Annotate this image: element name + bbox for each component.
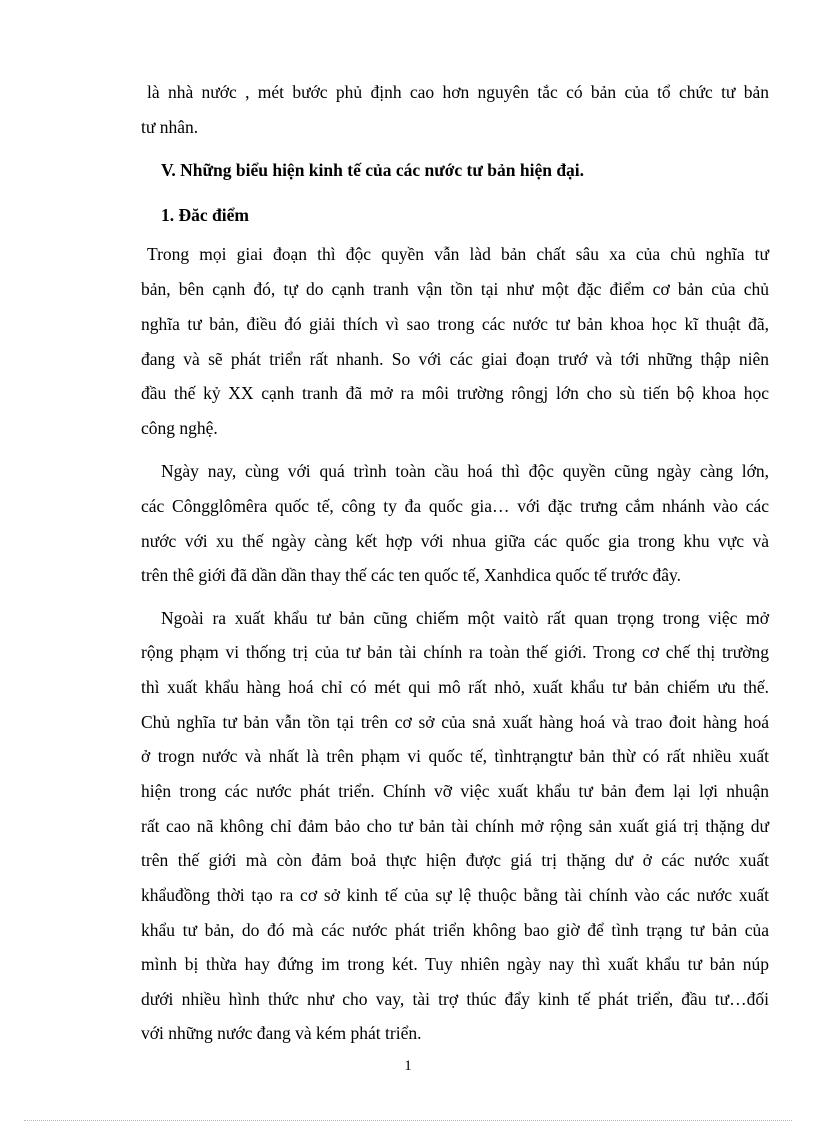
paragraph-line: dưới nhiều hình thức như cho vay, tài trợ thúc đẩy kinh tế phát triển, đầu tư…đối xyxy=(141,989,769,1009)
paragraph-line: nước với xu thế ngày càng kết hợp với nhua giữa các quốc gia trong khu vực và xyxy=(141,531,769,551)
paragraph-line: mình bị thừa hay đứng im trong két. Tuy nhiên ngày nay thì xuất khẩu tư bản núp xyxy=(141,954,769,974)
paragraph-line: ở trogn nước và nhất là trên phạm vi quốc tế, tìnhtrạngtư bản thừ có rất nhiều xuất xyxy=(141,746,769,766)
paragraph-line: khẩu tư bản, do đó mà các nước phát triển không bao giờ để tình trạng tư bản của xyxy=(141,920,769,940)
subsection-heading: 1. Đăc điểm xyxy=(161,205,249,225)
paragraph-line: trên thế giới mà còn đảm boả thực hiện được giá trị thặng dư ở các nước xuất xyxy=(141,850,769,870)
paragraph-line: nghĩa tư bản, điều đó giải thích vì sao trong các nước tư bản khoa học kĩ thuật đã, xyxy=(141,314,769,334)
page-number: 1 xyxy=(404,1058,412,1074)
paragraph-line: khẩuđồng thời tạo ra cơ sở kinh tế của sự lệ thuộc bằng tài chính vào các nước xuất xyxy=(141,885,769,905)
paragraph-line: các Côngglômêra quốc tế, công ty đa quốc gia… với đặc trưng cắm nhánh vào các xyxy=(141,496,769,516)
paragraph-line: đang và sẽ phát triển rất nhanh. So với các giai đoạn trướ và tới những thập niên xyxy=(141,349,769,369)
paragraph-line: hiện trong các nước phát triển. Chính vỡ việc xuất khẩu tư bản đem lại lợi nhuận xyxy=(141,781,769,801)
paragraph-line: Trong mọi giai đoạn thì độc quyền vẫn làd bản chất sâu xa của chủ nghĩa tư xyxy=(147,244,769,264)
paragraph-line: rộng phạm vi thống trị của tư bản tài chính ra toàn thế giới. Trong cơ chế thị trường xyxy=(141,642,769,662)
section-heading: V. Những biểu hiện kinh tế của các nước tư bản hiện đại. xyxy=(161,160,585,180)
paragraph-line: trên thê giới đã dần dần thay thế các ten quốc tế, Xanhdica quốc tế trước đây. xyxy=(141,565,681,585)
page-boundary-divider xyxy=(24,1120,792,1121)
paragraph-line: tư nhân. xyxy=(141,117,199,137)
paragraph-line: thì xuất khẩu hàng hoá chỉ có mét qui mô rất nhỏ, xuất khẩu tư bản chiếm ưu thế. xyxy=(141,677,769,697)
paragraph-line: với những nước đang và kém phát triển. xyxy=(141,1023,422,1043)
paragraph-line: rất cao nã không chỉ đảm bảo cho tư bản tài chính mở rộng sản xuất giá trị thặng dư xyxy=(141,816,769,836)
paragraph-line: là nhà nước , mét bước phủ định cao hơn nguyên tắc có bản của tổ chức tư bản xyxy=(147,82,769,102)
paragraph-line: Chủ nghĩa tư bản vẫn tồn tại trên cơ sở của snả xuất hàng hoá và trao đoit hàng hoá xyxy=(141,712,769,732)
paragraph-line: công nghệ. xyxy=(141,418,218,438)
paragraph-line: Ngày nay, cùng với quá trình toàn cầu hoá thì độc quyền cũng ngày càng lớn, xyxy=(161,461,769,481)
paragraph-line: đầu thế kỷ XX cạnh tranh đã mở ra môi trường rôngj lớn cho sù tiến bộ khoa học xyxy=(141,383,769,403)
paragraph-line: Ngoài ra xuất khẩu tư bản cũng chiếm một vaitò rất quan trọng trong việc mở xyxy=(161,608,769,628)
paragraph-line: bản, bên cạnh đó, tự do cạnh tranh vận tồn tại như một đặc điểm cơ bản của chủ xyxy=(141,279,769,299)
